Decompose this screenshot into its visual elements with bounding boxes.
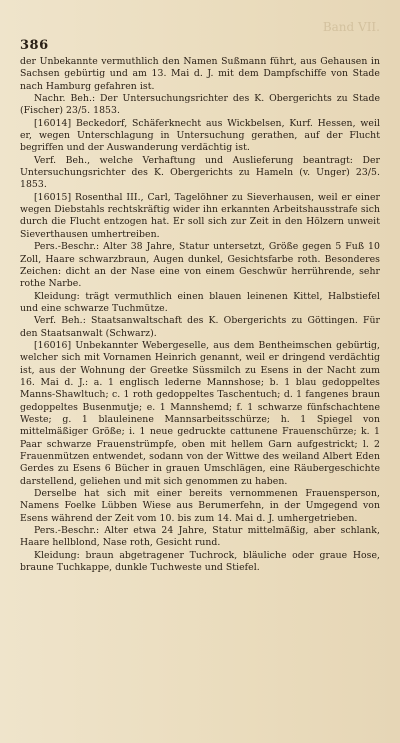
paragraph-entry-16016: [16016] Unbekannter Webergeselle, aus dem Bentheimschen gebürtig, welcher sich mit Vornamen Heinrich genannt, weil er dringend verdächtig ist, aus der Wohnung der Greetke Süssmilch zu Esens in der Nacht zum 16. Mai d. J.: a. 1 englisch lederne Mannshose; b. 1 blau gedoppeltes Manns-Shawltuch; c. 1 roth gedoppeltes Taschentuch; d. 1 fangenes braun gedoppeltes Busenmutje; e. 1 Mannshemd; f. 1 schwarze fünfschachtene Weste; g. 1 blauleinene Mannsarbeitsschürze; h. 1 Spiegel von mittelmäßiger Größe; i. 1 neue gedruckte cattunene Frauenschürze; k. 1 Paar schwarze Frauenstrümpfe, oben mit hellem Garn aufgestrickt; l. 2 Frauenmützen entwendet, sodann von der Wittwe des weiland Albert Eden Gerdes zu Esens 6 Bücher in grauen Umschlägen, eine Räubergeschichte darstellend, geliehen und mit sich genommen zu haben. — [20, 339, 380, 487]
paragraph-description-weber: Pers.-Beschr.: Alter etwa 24 Jahre, Statur mittelmäßig, aber schlank, Haare hellblond, Nase roth, Gesicht rund. — [20, 525, 380, 549]
bleed-through-text: Band VII. — [322, 20, 380, 34]
paragraph-clothing-weber: Kleidung: braun abgetragener Tuchrock, bläuliche oder graue Hose, braune Tuchkappe, dunkle Tuchweste und Stiefel. — [20, 549, 380, 574]
page-number: 386 — [20, 38, 49, 53]
paragraph-authority-hameln: Verf. Beh., welche Verhaftung und Auslieferung beantragt: Der Untersuchungsrichter des K. Obergerichts zu Hameln (v. Unger) 23/5. 1853. — [20, 154, 380, 191]
paragraph-entry-16015: [16015] Rosenthal III., Carl, Tagelöhner zu Sieverhausen, weil er einer wegen Diebstahls rechtskräftig wider ihn erkannten Arbeitshausstrafe sich durch die Flucht entzogen hat. Er soll sich zur Zeit in den Hölzern unweit Sieverthausen umhertreiben. — [20, 191, 380, 240]
paragraph-intro-continuation: der Unbekannte vermuthlich den Namen Sußmann führt, aus Gehausen in Sachsen gebürtig und am 13. Mai d. J. mit dem Dampfschiffe von Stade nach Hamburg gefahren ist. — [20, 56, 380, 92]
paragraph-authority-goettingen: Verf. Beh.: Staatsanwaltschaft des K. Obergerichts zu Göttingen. Für den Staatsanwalt (Schwarz). — [20, 315, 380, 339]
body-text — [20, 56, 380, 574]
paragraph-entry-16014: [16014] Beckedorf, Schäferknecht aus Wickbelsen, Kurf. Hessen, weil er, wegen Unterschlagung in Untersuchung gerathen, auf der Flucht begriffen und der Auswanderung verdächtig ist. — [20, 117, 380, 154]
paragraph-clothing-rosenthal: Kleidung: trägt vermuthlich einen blauen leinenen Kittel, Halbstiefel und eine schwarze Tuchmütze. — [20, 290, 380, 314]
paragraph-authority-stade: Nachr. Beh.: Der Untersuchungsrichter des K. Obergerichts zu Stade (Fischer) 23/5. 1853. — [20, 93, 380, 117]
paragraph-companion: Derselbe hat sich mit einer bereits vernommenen Frauensperson, Namens Foelke Lübben Wiese aus Berumerfehn, in der Umgegend von Esens während der Zeit vom 10. bis zum 14. Mai d. J. umhergetrieben. — [20, 488, 380, 524]
paragraph-description-rosenthal: Pers.-Beschr.: Alter 38 Jahre, Statur untersetzt, Größe gegen 5 Fuß 10 Zoll, Haare schwarzbraun, Augen dunkel, Gesichtsfarbe roth. Besonderes Zeichen: dicht an der Nase eine von einem Geschwür herrührende, sehr rothe Narbe. — [20, 241, 380, 290]
running-head — [20, 20, 380, 56]
